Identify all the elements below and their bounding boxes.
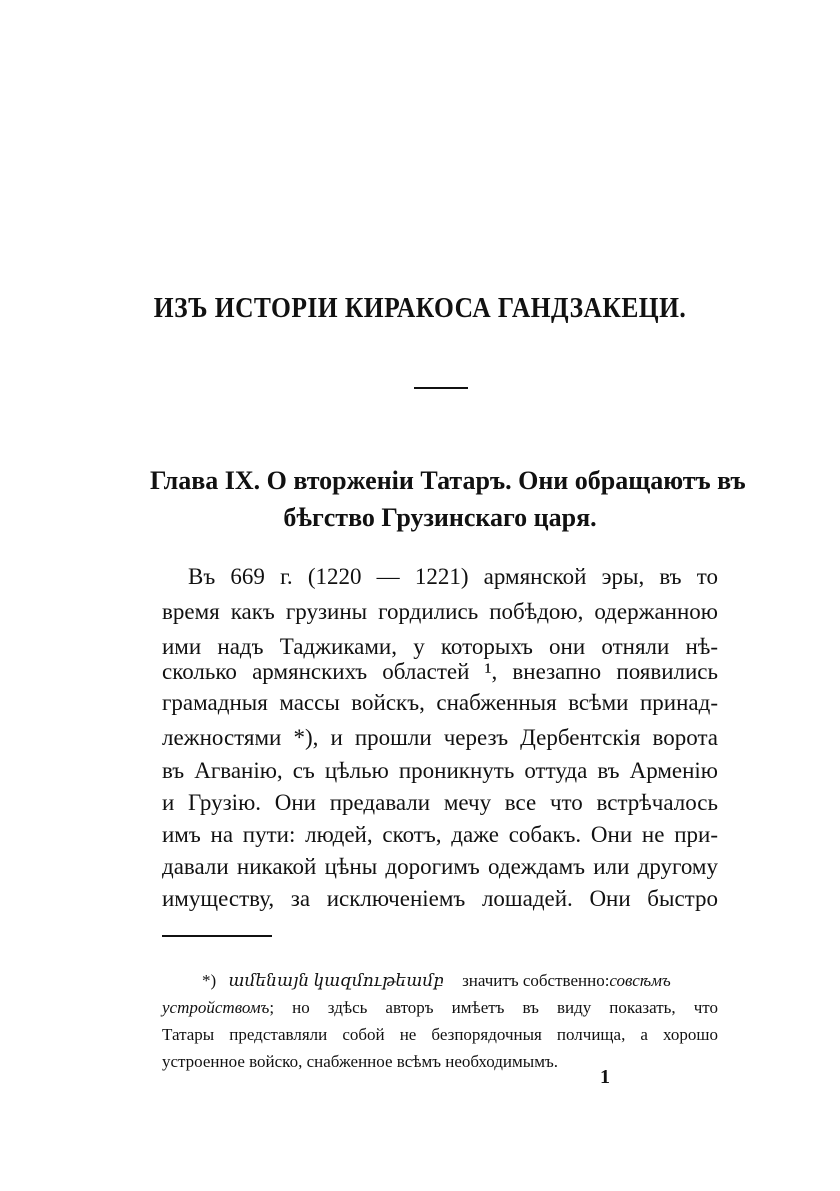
- body-line: грамадныя массы войскъ, снабженныя всѣми принад-: [162, 690, 718, 715]
- title-divider: [414, 387, 468, 389]
- body-line: лежностями *), и прошли черезъ Дербентскія ворота: [162, 725, 718, 750]
- body-line: имъ на пути: людей, скотъ, даже собакъ. Они не при-: [162, 822, 718, 847]
- footnote-text: ; но здѣсь авторъ имѣетъ въ виду показать, что: [269, 998, 718, 1017]
- footnote-italic: устройствомъ: [162, 998, 270, 1017]
- chapter-heading: [150, 462, 746, 536]
- footnote-line: [162, 968, 718, 994]
- armenian-phrase: ամենայն կազմութեամբ: [228, 971, 444, 990]
- footnote-line: Татары представляли собой не безпорядочныя полчища, а хорошо: [162, 1025, 718, 1044]
- body-line: сколько армянскихъ областей ¹, внезапно появились: [162, 659, 718, 684]
- footnote-divider: [162, 935, 272, 937]
- footnote-line: [162, 995, 718, 1021]
- body-line: Въ 669 г. (1220 — 1221) армянской эры, въ то: [188, 564, 718, 589]
- footnote-italic: совсѣмъ: [609, 971, 671, 990]
- footnote-text: значитъ собственно:: [462, 971, 610, 990]
- page-number: 1: [600, 1066, 610, 1088]
- body-line: время какъ грузины гордились побѣдою, одержанною: [162, 599, 718, 624]
- chapter-heading-line: бѣгство Грузинскаго царя.: [283, 503, 597, 532]
- chapter-heading-line: Глава IX. О вторженіи Татаръ. Они обращаютъ въ: [150, 466, 746, 495]
- page-title: ИЗЪ ИСТОРІИ КИРАКОСА ГАНДЗАКЕЦИ.: [153, 292, 687, 324]
- body-line: имуществу, за исключеніемъ лошадей. Они быстро: [162, 886, 718, 911]
- body-line: и Грузію. Они предавали мечу все что встрѣчалось: [162, 790, 718, 815]
- footnote-line: устроенное войско, снабженное всѣмъ необходимымъ.: [162, 1052, 558, 1071]
- body-line: давали никакой цѣны дорогимъ одеждамъ или другому: [162, 854, 718, 879]
- body-line: въ Агванію, съ цѣлью проникнуть оттуда въ Арменію: [162, 758, 718, 783]
- body-line: ими надъ Таджиками, у которыхъ они отняли нѣ-: [162, 634, 718, 659]
- footnote-marker: *): [202, 971, 217, 990]
